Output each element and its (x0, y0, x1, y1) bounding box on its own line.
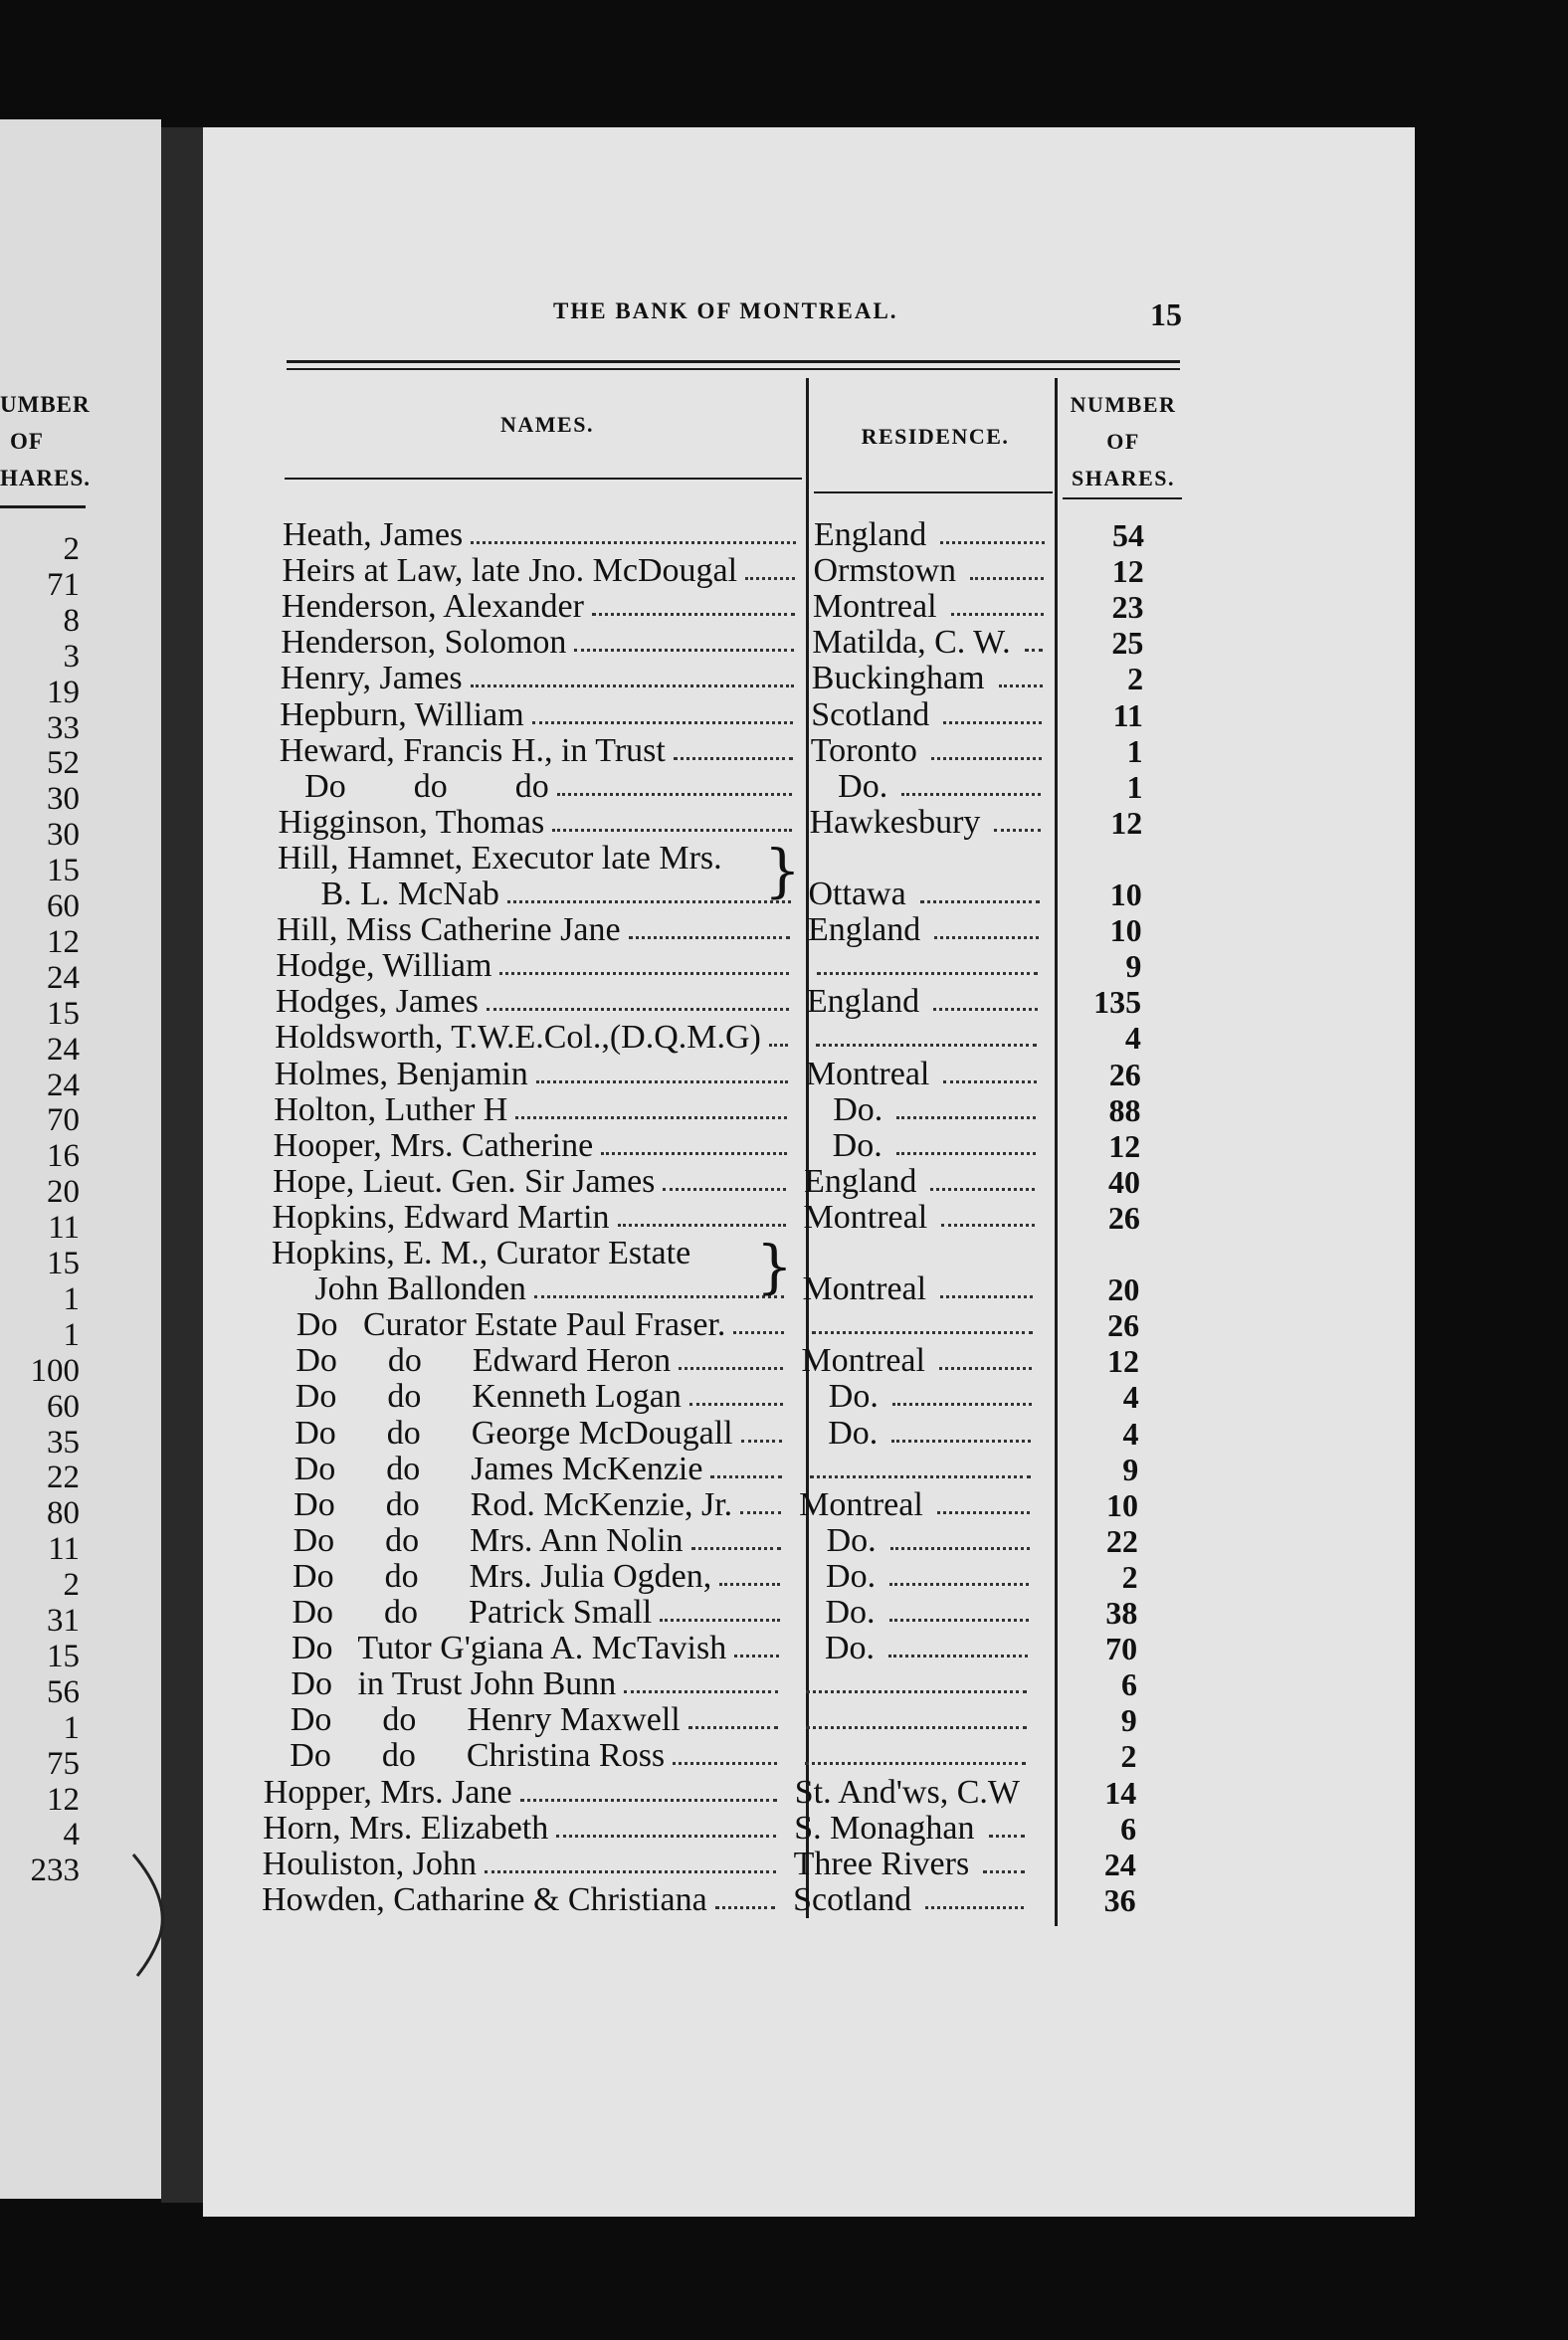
residence: Scotland (793, 1880, 912, 1918)
shareholder-name: Hopkins, E. M., Curator Estate (272, 1235, 691, 1271)
share-count: 11 (1112, 696, 1143, 733)
share-count: 26 (1107, 1199, 1140, 1236)
left-share-count: 52 (47, 745, 80, 782)
left-share-count: 1 (63, 1280, 80, 1317)
page-number: 15 (1150, 296, 1182, 332)
residence: S. Monaghan (794, 1809, 975, 1847)
left-share-count: 8 (63, 602, 80, 639)
left-share-count: 12 (47, 1781, 80, 1818)
dot-leader (951, 613, 1044, 616)
dot-leader (994, 829, 1040, 832)
left-share-count: 60 (47, 888, 80, 924)
dot-leader (741, 1440, 783, 1443)
dot-leader (520, 1799, 777, 1802)
table-row (0, 625, 1568, 661)
shareholder-name: John Ballonden (314, 1270, 526, 1308)
running-head: THE BANK OF MONTREAL. (553, 298, 898, 323)
share-count: 70 (1105, 1631, 1138, 1667)
shareholder-name: Hill, Miss Catherine Jane (276, 911, 621, 949)
residence: Do. (828, 1378, 879, 1416)
dot-leader (937, 1511, 1030, 1514)
share-count: 10 (1109, 877, 1142, 912)
brace-mark: } (756, 1233, 793, 1300)
residence: Do. (828, 1414, 879, 1452)
left-share-count: 100 (30, 1352, 80, 1389)
table-row (0, 1487, 1568, 1523)
pen-mark (125, 1851, 185, 1980)
residence: Do. (826, 1521, 877, 1559)
left-header-line-3: HARES. (0, 466, 91, 490)
residence-column-header: RESIDENCE. (861, 424, 1010, 449)
left-share-count: 15 (47, 995, 80, 1032)
table-row (0, 1702, 1568, 1738)
share-count: 1 (1126, 732, 1143, 769)
shareholder-name: Do do Henry Maxwell (290, 1701, 681, 1739)
shareholder-name: Hope, Lieut. Gen. Sir James (273, 1162, 656, 1200)
dot-leader (471, 684, 794, 687)
table-row (0, 1847, 1568, 1882)
dot-leader (817, 972, 1038, 975)
left-share-count: 1 (63, 1709, 80, 1746)
dot-leader (674, 757, 793, 760)
left-share-count: 56 (47, 1673, 80, 1710)
dot-leader (556, 1835, 776, 1838)
residence: St. And'ws, C.W (794, 1773, 1020, 1811)
dot-leader (810, 1475, 1031, 1478)
shares-header-line-3: SHARES. (1071, 466, 1176, 490)
dot-leader (806, 1690, 1027, 1693)
left-share-count: 30 (47, 781, 80, 818)
share-count: 24 (1103, 1846, 1136, 1882)
table-row (0, 553, 1568, 589)
left-share-count: 70 (47, 1102, 80, 1139)
dot-leader (891, 1440, 1031, 1443)
share-count: 25 (1111, 625, 1144, 662)
brace-mark: } (764, 837, 801, 904)
left-share-count: 2 (63, 531, 80, 567)
left-share-count: 24 (47, 1031, 80, 1068)
dot-leader (663, 1188, 786, 1191)
table-row (0, 1811, 1568, 1847)
dot-leader (816, 1044, 1037, 1047)
shareholder-name: Do do Rod. McKenzie, Jr. (294, 1485, 733, 1523)
dot-leader (989, 1835, 1026, 1838)
dot-leader (940, 541, 1045, 544)
residence: England (807, 911, 921, 949)
share-count: 38 (1105, 1595, 1138, 1631)
dot-leader (534, 1295, 785, 1298)
share-count: 40 (1108, 1163, 1141, 1200)
dot-leader (515, 1116, 787, 1119)
dot-leader (890, 1547, 1030, 1550)
dot-leader (532, 721, 794, 724)
dot-leader (629, 936, 790, 939)
table-row (0, 805, 1568, 841)
left-share-count: 3 (63, 638, 80, 675)
table-row (0, 1416, 1568, 1452)
left-share-count: 24 (47, 959, 80, 996)
left-share-count: 24 (47, 1067, 80, 1103)
header-top-rule (287, 360, 1180, 363)
shareholder-name: Hopkins, Edward Martin (272, 1198, 610, 1236)
dot-leader (930, 1188, 1035, 1191)
share-count: 2 (1121, 1558, 1138, 1595)
table-row (0, 1595, 1568, 1631)
left-share-count: 35 (47, 1424, 80, 1461)
dot-leader (934, 936, 1039, 939)
shareholder-name: Do do do (304, 767, 549, 805)
share-count: 9 (1125, 948, 1142, 985)
dot-leader (999, 684, 1043, 687)
dot-leader (691, 1547, 781, 1550)
dot-leader (941, 1224, 1034, 1227)
share-count: 2 (1120, 1738, 1137, 1775)
share-count: 135 (1093, 984, 1142, 1021)
left-share-count: 60 (47, 1388, 80, 1425)
table-row (0, 1452, 1568, 1487)
table-row (0, 984, 1568, 1020)
residence: Do. (833, 1090, 883, 1128)
table-row (0, 1738, 1568, 1774)
dot-leader (552, 829, 791, 832)
dot-leader (536, 1080, 788, 1083)
dot-leader (624, 1690, 778, 1693)
shareholder-name: Do in Trust John Bunn (291, 1665, 617, 1703)
left-share-count: 30 (47, 817, 80, 854)
dot-leader (896, 1116, 1036, 1119)
shareholder-name: Henderson, Solomon (281, 624, 567, 662)
dot-leader (601, 1152, 786, 1155)
shareholder-name: Hodges, James (275, 983, 479, 1021)
dot-leader (618, 1224, 786, 1227)
residence: Montreal (801, 1342, 925, 1380)
share-count: 10 (1109, 912, 1142, 949)
left-share-count: 11 (48, 1210, 80, 1247)
residence: Montreal (803, 1198, 928, 1236)
share-count: 23 (1111, 589, 1144, 626)
share-count: 26 (1107, 1307, 1140, 1344)
shares-header-rule (1063, 497, 1182, 499)
shares-header-line-1: NUMBER (1070, 392, 1177, 417)
left-share-count: 16 (47, 1138, 80, 1175)
table-row (0, 948, 1568, 984)
dot-leader (812, 1331, 1033, 1334)
shareholder-name: Do do Patrick Small (292, 1594, 653, 1631)
left-share-count: 80 (47, 1495, 80, 1532)
table-row (0, 1128, 1568, 1164)
residence: Hawkesbury (809, 803, 981, 841)
left-share-count: 4 (63, 1817, 80, 1853)
dot-leader (679, 1367, 783, 1370)
share-count: 14 (1104, 1774, 1137, 1811)
shareholder-name: Hopper, Mrs. Jane (263, 1773, 512, 1811)
left-share-count: 15 (47, 1638, 80, 1674)
residence: Buckingham (811, 660, 985, 697)
share-count: 54 (1112, 517, 1144, 553)
left-share-count: 15 (47, 1246, 80, 1281)
share-count: 12 (1108, 1127, 1141, 1164)
shares-header-line-2: OF (1106, 429, 1140, 454)
dot-leader (507, 900, 791, 903)
shareholder-name: Higginson, Thomas (278, 803, 545, 841)
share-count: 36 (1103, 1881, 1136, 1918)
residence: Montreal (802, 1270, 927, 1308)
shareholder-name: Hodge, William (276, 947, 492, 985)
residence: England (804, 1162, 917, 1200)
shareholder-name: Do do James McKenzie (294, 1450, 703, 1487)
residence: Do. (826, 1557, 877, 1595)
dot-leader (769, 1044, 788, 1047)
residence: Do. (824, 1630, 875, 1667)
table-row (0, 1631, 1568, 1666)
dot-leader (805, 1762, 1026, 1765)
left-share-count: 2 (63, 1567, 80, 1604)
shareholder-name: Hepburn, William (280, 695, 524, 733)
dot-leader (719, 1583, 780, 1586)
share-count: 12 (1110, 804, 1143, 841)
shareholder-name: Heath, James (283, 516, 464, 553)
dot-leader (660, 1619, 779, 1622)
dot-leader (557, 793, 792, 796)
table-row (0, 1343, 1568, 1379)
dot-leader (592, 613, 795, 616)
dot-leader (943, 721, 1042, 724)
dot-leader (896, 1152, 1036, 1155)
left-share-count: 33 (47, 709, 80, 746)
names-header-rule (285, 478, 802, 480)
share-count: 12 (1111, 553, 1144, 590)
share-count: 9 (1120, 1702, 1137, 1739)
left-share-count: 11 (48, 1531, 80, 1568)
dot-leader (689, 1403, 783, 1406)
table-row (0, 1775, 1568, 1811)
dot-leader (710, 1475, 781, 1478)
shareholder-name: Holmes, Benjamin (274, 1055, 528, 1092)
residence: Ottawa (808, 876, 906, 912)
table-row (0, 1164, 1568, 1200)
shareholder-name: Do Curator Estate Paul Fraser. (295, 1306, 726, 1344)
shareholder-name: Do do Mrs. Ann Nolin (293, 1521, 684, 1559)
shareholder-name: Do do George McDougall (294, 1414, 733, 1452)
table-row (0, 661, 1568, 696)
table-row (0, 769, 1568, 805)
shareholder-name: Do do Kenneth Logan (294, 1378, 682, 1416)
table-row (0, 733, 1568, 769)
table-row (0, 1020, 1568, 1056)
dot-leader (1025, 649, 1044, 652)
table-row (0, 1307, 1568, 1343)
table-row (0, 1559, 1568, 1595)
shareholder-name: Horn, Mrs. Elizabeth (263, 1809, 549, 1847)
residence: Do. (825, 1594, 876, 1631)
share-count: 4 (1122, 1415, 1139, 1452)
share-count: 10 (1106, 1486, 1139, 1523)
left-share-count: 19 (47, 674, 80, 710)
dot-leader (806, 1726, 1027, 1729)
table-row (0, 517, 1568, 553)
dot-leader (970, 577, 1044, 580)
shareholder-name: Holdsworth, T.W.E.Col.,(D.Q.M.G) (275, 1019, 761, 1057)
share-count: 6 (1120, 1666, 1137, 1703)
dot-leader (983, 1870, 1024, 1873)
table-row (0, 912, 1568, 948)
dot-leader (574, 649, 794, 652)
table-row (0, 1092, 1568, 1128)
residence: England (806, 983, 920, 1021)
dot-leader (688, 1726, 778, 1729)
table-row (0, 1523, 1568, 1559)
residence: Montreal (799, 1485, 923, 1523)
dot-leader (933, 1008, 1038, 1011)
share-count: 1 (1126, 768, 1143, 805)
residence: Three Rivers (793, 1845, 970, 1882)
dot-leader (487, 1008, 789, 1011)
dot-leader (889, 1619, 1029, 1622)
left-header-line-1: UMBER (0, 392, 91, 417)
dot-leader (889, 1583, 1029, 1586)
share-count: 4 (1122, 1379, 1139, 1416)
residence: Montreal (812, 588, 937, 626)
dot-leader (673, 1762, 777, 1765)
dot-leader (920, 900, 1040, 903)
residence: England (814, 516, 927, 553)
shareholder-name: Do do Christina Ross (290, 1737, 666, 1775)
left-share-count: 20 (47, 1174, 80, 1211)
share-count: 4 (1124, 1020, 1141, 1057)
shareholder-name: Hill, Hamnet, Executor late Mrs. (278, 839, 722, 877)
shareholder-name: Heirs at Law, late Jno. McDougal (282, 552, 738, 590)
table-row (0, 589, 1568, 625)
left-share-count: 233 (30, 1852, 80, 1889)
shareholder-name: Do Tutor G'giana A. McTavish (291, 1630, 727, 1667)
table-row (0, 1666, 1568, 1702)
residence: Ormstown (813, 552, 956, 590)
dot-leader (925, 1906, 1024, 1909)
table-row (0, 1200, 1568, 1236)
shareholder-name: Houliston, John (262, 1845, 477, 1882)
residence: Toronto (810, 731, 917, 769)
table-row (0, 1882, 1568, 1918)
left-share-count: 15 (47, 853, 80, 889)
table-row (0, 1379, 1568, 1415)
dot-leader (940, 1295, 1033, 1298)
left-share-count: 12 (47, 923, 80, 960)
left-header-rule (0, 505, 86, 508)
share-count: 22 (1105, 1522, 1138, 1559)
dot-leader (943, 1080, 1036, 1083)
header-top-rule-thin (287, 368, 1180, 370)
residence-header-rule (814, 491, 1053, 493)
dot-leader (745, 577, 795, 580)
share-count: 20 (1107, 1271, 1140, 1308)
dot-leader (901, 793, 1041, 796)
share-count: 88 (1108, 1091, 1141, 1128)
left-share-count: 31 (47, 1603, 80, 1639)
share-count: 12 (1106, 1343, 1139, 1380)
dot-leader (892, 1403, 1032, 1406)
left-share-count: 1 (63, 1316, 80, 1353)
shareholder-name: Henry, James (280, 660, 463, 697)
table-row (0, 1057, 1568, 1092)
share-count: 9 (1122, 1451, 1139, 1487)
names-column-header: NAMES. (500, 412, 594, 437)
dot-leader (485, 1870, 776, 1873)
dot-leader (931, 757, 1042, 760)
shareholder-name: Howden, Catharine & Christiana (262, 1880, 707, 1918)
share-count: 2 (1127, 661, 1144, 697)
dot-leader (939, 1367, 1032, 1370)
shareholder-name: Do do Mrs. Julia Ogden, (293, 1557, 712, 1595)
share-count: 26 (1108, 1056, 1141, 1092)
residence: Matilda, C. W. (812, 624, 1011, 662)
dot-leader (733, 1331, 783, 1334)
shareholder-name: Hooper, Mrs. Catherine (273, 1126, 594, 1164)
dot-leader (740, 1511, 781, 1514)
share-count: 6 (1120, 1810, 1137, 1847)
shareholder-name: Holton, Luther H (274, 1090, 508, 1128)
residence: Do. (838, 767, 888, 805)
left-share-count: 22 (47, 1460, 80, 1496)
shareholder-name: Do do Edward Heron (295, 1342, 672, 1380)
dot-leader (499, 972, 789, 975)
left-share-count: 71 (47, 566, 80, 603)
shareholder-name: Heward, Francis H., in Trust (279, 731, 666, 769)
residence: Scotland (811, 695, 930, 733)
residence: Montreal (805, 1055, 930, 1092)
table-row (0, 697, 1568, 733)
left-header-line-2: OF (10, 429, 44, 454)
shareholder-name: B. L. McNab (320, 876, 499, 912)
dot-leader (888, 1655, 1028, 1658)
dot-leader (715, 1906, 775, 1909)
shareholder-name: Henderson, Alexander (281, 588, 584, 626)
dot-leader (734, 1655, 779, 1658)
left-share-count: 75 (47, 1745, 80, 1782)
dot-leader (471, 541, 796, 544)
residence: Do. (832, 1126, 882, 1164)
